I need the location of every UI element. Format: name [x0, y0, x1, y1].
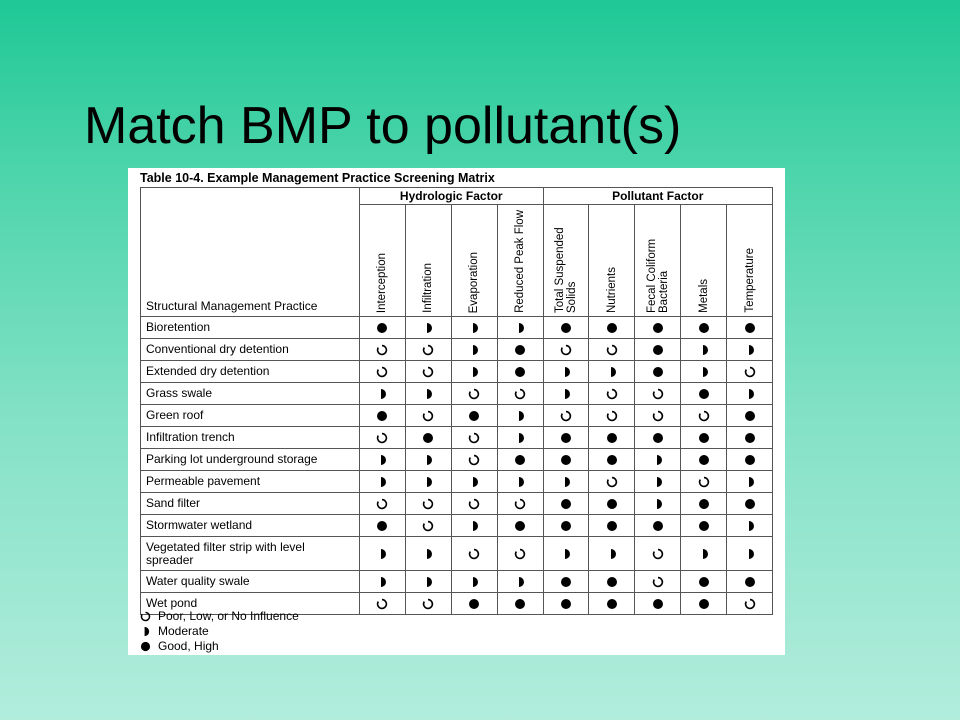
half-circle-icon	[560, 548, 572, 560]
rating-cell	[635, 383, 681, 405]
rating-cell	[543, 571, 589, 593]
rating-cell	[497, 427, 543, 449]
rating-cell	[543, 383, 589, 405]
open-circle-icon	[606, 344, 618, 356]
half-circle-icon	[468, 366, 480, 378]
half-circle-icon	[652, 454, 664, 466]
rating-cell	[727, 317, 773, 339]
rating-cell	[360, 537, 406, 571]
open-circle-icon	[376, 366, 388, 378]
column-header-label: Temperature	[743, 248, 756, 313]
column-header	[451, 205, 497, 317]
filled-circle-icon	[514, 454, 526, 466]
rating-cell	[681, 537, 727, 571]
half-circle-icon	[468, 476, 480, 488]
half-circle-icon	[560, 388, 572, 400]
rating-cell	[543, 317, 589, 339]
corner-header: Structural Management Practice	[141, 188, 360, 317]
table-row	[141, 493, 773, 515]
practice-name: Permeable pavement	[141, 471, 360, 493]
open-circle-icon	[468, 498, 480, 510]
half-circle-icon	[698, 548, 710, 560]
column-header	[543, 205, 589, 317]
rating-cell	[360, 383, 406, 405]
filled-circle-icon	[560, 454, 572, 466]
half-circle-icon	[468, 344, 480, 356]
rating-cell	[589, 361, 635, 383]
rating-cell	[589, 471, 635, 493]
rating-cell	[589, 593, 635, 615]
open-circle-icon	[652, 410, 664, 422]
half-circle-icon	[422, 454, 434, 466]
rating-cell	[681, 593, 727, 615]
column-header-label: Metals	[697, 279, 710, 313]
filled-circle-icon	[376, 520, 388, 532]
half-circle-icon	[514, 476, 526, 488]
rating-cell	[681, 571, 727, 593]
rating-cell	[405, 571, 451, 593]
practice-name: Grass swale	[141, 383, 360, 405]
filled-circle-icon	[560, 598, 572, 610]
open-circle-icon	[744, 366, 756, 378]
column-header-label: Infiltration	[422, 263, 435, 313]
rating-cell	[451, 493, 497, 515]
rating-cell	[635, 493, 681, 515]
half-circle-icon	[468, 576, 480, 588]
rating-cell	[681, 449, 727, 471]
rating-cell	[681, 317, 727, 339]
practice-name: Parking lot underground storage	[141, 449, 360, 471]
open-circle-icon	[468, 454, 480, 466]
table-row	[141, 361, 773, 383]
half-circle-icon	[376, 576, 388, 588]
half-circle-icon	[422, 476, 434, 488]
table-row	[141, 537, 773, 571]
filled-circle-icon	[606, 322, 618, 334]
rating-cell	[360, 339, 406, 361]
filled-circle-icon	[744, 322, 756, 334]
filled-circle-icon	[652, 520, 664, 532]
filled-circle-icon	[698, 454, 710, 466]
half-circle-icon	[376, 476, 388, 488]
table-row	[141, 405, 773, 427]
practice-name: Green roof	[141, 405, 360, 427]
rating-cell	[681, 471, 727, 493]
rating-cell	[360, 427, 406, 449]
filled-circle-icon	[744, 432, 756, 444]
rating-cell	[360, 449, 406, 471]
half-circle-icon	[560, 476, 572, 488]
rating-cell	[543, 427, 589, 449]
rating-cell	[635, 317, 681, 339]
half-circle-icon	[514, 432, 526, 444]
practice-name: Extended dry detention	[141, 361, 360, 383]
rating-cell	[543, 449, 589, 471]
open-circle-icon	[376, 344, 388, 356]
table-row	[141, 471, 773, 493]
open-circle-icon	[560, 410, 572, 422]
legend-item	[140, 639, 299, 654]
filled-circle-icon	[560, 576, 572, 588]
column-header-label: Total Suspended Solids	[553, 227, 578, 313]
rating-cell	[405, 449, 451, 471]
column-header	[360, 205, 406, 317]
half-circle-icon	[468, 520, 480, 532]
practice-name: Infiltration trench	[141, 427, 360, 449]
filled-circle-icon	[606, 598, 618, 610]
legend-label: Moderate	[158, 624, 209, 638]
open-circle-icon	[514, 498, 526, 510]
half-circle-icon	[744, 344, 756, 356]
open-circle-icon	[468, 388, 480, 400]
rating-cell	[727, 427, 773, 449]
open-circle-icon	[652, 576, 664, 588]
open-circle-icon	[376, 598, 388, 610]
rating-cell	[543, 471, 589, 493]
filled-circle-icon	[698, 520, 710, 532]
filled-circle-icon	[514, 598, 526, 610]
table-row	[141, 383, 773, 405]
rating-cell	[635, 405, 681, 427]
rating-cell	[360, 405, 406, 427]
slide-title: Match BMP to pollutant(s)	[84, 97, 682, 155]
rating-cell	[360, 317, 406, 339]
open-circle-icon	[468, 548, 480, 560]
rating-cell	[451, 361, 497, 383]
rating-cell	[360, 493, 406, 515]
filled-circle-icon	[698, 322, 710, 334]
rating-cell	[405, 471, 451, 493]
group-header-row	[141, 188, 773, 205]
column-header	[497, 205, 543, 317]
rating-cell	[727, 361, 773, 383]
practice-name: Stormwater wetland	[141, 515, 360, 537]
rating-cell	[635, 427, 681, 449]
rating-cell	[497, 339, 543, 361]
rating-cell	[451, 515, 497, 537]
rating-cell	[405, 383, 451, 405]
open-circle-icon	[376, 498, 388, 510]
half-circle-icon	[652, 476, 664, 488]
open-circle-icon	[652, 388, 664, 400]
rating-cell	[727, 493, 773, 515]
rating-cell	[681, 361, 727, 383]
legend-item	[140, 609, 299, 624]
rating-cell	[681, 515, 727, 537]
filled-circle-icon	[468, 410, 480, 422]
column-header	[635, 205, 681, 317]
half-circle-icon	[698, 366, 710, 378]
filled-circle-icon	[560, 432, 572, 444]
table-row	[141, 571, 773, 593]
rating-cell	[497, 593, 543, 615]
open-circle-icon	[514, 548, 526, 560]
half-circle-icon	[422, 576, 434, 588]
column-header	[589, 205, 635, 317]
rating-cell	[451, 537, 497, 571]
table-row	[141, 339, 773, 361]
rating-cell	[681, 339, 727, 361]
rating-cell	[451, 405, 497, 427]
rating-cell	[727, 515, 773, 537]
half-circle-icon	[514, 410, 526, 422]
half-circle-icon	[606, 548, 618, 560]
rating-cell	[451, 427, 497, 449]
rating-cell	[635, 471, 681, 493]
table-row	[141, 449, 773, 471]
half-circle-icon	[744, 520, 756, 532]
table-row	[141, 427, 773, 449]
open-circle-icon	[422, 366, 434, 378]
open-circle-icon	[468, 432, 480, 444]
half-circle-icon	[422, 322, 434, 334]
rating-cell	[727, 405, 773, 427]
filled-circle-icon	[560, 322, 572, 334]
rating-cell	[543, 493, 589, 515]
filled-circle-icon	[698, 598, 710, 610]
open-circle-icon	[698, 410, 710, 422]
rating-cell	[589, 339, 635, 361]
rating-cell	[451, 339, 497, 361]
filled-circle-icon	[606, 454, 618, 466]
filled-circle-icon	[606, 520, 618, 532]
rating-cell	[405, 427, 451, 449]
open-circle-icon	[560, 344, 572, 356]
rating-cell	[589, 427, 635, 449]
filled-circle-icon	[514, 366, 526, 378]
rating-cell	[405, 317, 451, 339]
rating-cell	[635, 537, 681, 571]
filled-circle-icon	[560, 498, 572, 510]
half-circle-icon	[376, 454, 388, 466]
rating-cell	[635, 593, 681, 615]
rating-cell	[497, 571, 543, 593]
open-circle-icon	[422, 410, 434, 422]
half-circle-icon	[652, 498, 664, 510]
rating-cell	[635, 571, 681, 593]
rating-cell	[589, 571, 635, 593]
rating-cell	[727, 383, 773, 405]
rating-cell	[635, 361, 681, 383]
rating-cell	[589, 317, 635, 339]
half-circle-icon	[744, 388, 756, 400]
rating-cell	[497, 405, 543, 427]
open-circle-icon	[606, 476, 618, 488]
rating-cell	[543, 361, 589, 383]
open-circle-icon	[606, 388, 618, 400]
rating-cell	[635, 515, 681, 537]
filled-circle-icon	[560, 520, 572, 532]
practice-name: Bioretention	[141, 317, 360, 339]
filled-circle-icon	[376, 410, 388, 422]
matrix-body	[141, 317, 773, 615]
half-circle-icon	[376, 388, 388, 400]
rating-cell	[681, 427, 727, 449]
rating-cell	[497, 537, 543, 571]
rating-cell	[589, 537, 635, 571]
rating-cell	[497, 449, 543, 471]
rating-cell	[681, 383, 727, 405]
rating-cell	[497, 515, 543, 537]
filled-circle-icon	[606, 576, 618, 588]
column-header	[405, 205, 451, 317]
rating-cell	[360, 471, 406, 493]
filled-circle-icon	[652, 432, 664, 444]
column-header-label: Nutrients	[605, 266, 618, 313]
rating-cell	[727, 593, 773, 615]
filled-circle-icon	[514, 520, 526, 532]
filled-circle-icon	[652, 344, 664, 356]
filled-circle-icon	[140, 641, 151, 652]
rating-cell	[727, 571, 773, 593]
filled-circle-icon	[652, 322, 664, 334]
filled-circle-icon	[698, 432, 710, 444]
rating-cell	[497, 471, 543, 493]
half-circle-icon	[744, 548, 756, 560]
rating-cell	[727, 339, 773, 361]
half-circle-icon	[422, 548, 434, 560]
rating-cell	[635, 339, 681, 361]
rating-cell	[497, 361, 543, 383]
filled-circle-icon	[744, 454, 756, 466]
rating-cell	[360, 571, 406, 593]
filled-circle-icon	[698, 498, 710, 510]
half-circle-icon	[514, 322, 526, 334]
rating-cell	[589, 515, 635, 537]
practice-name: Conventional dry detention	[141, 339, 360, 361]
rating-cell	[360, 515, 406, 537]
column-header-label: Evaporation	[468, 251, 481, 313]
open-circle-icon	[376, 432, 388, 444]
open-circle-icon	[422, 598, 434, 610]
rating-cell	[451, 571, 497, 593]
filled-circle-icon	[652, 598, 664, 610]
table-row	[141, 317, 773, 339]
rating-cell	[727, 537, 773, 571]
legend	[140, 609, 299, 654]
half-circle-icon	[422, 388, 434, 400]
rating-cell	[405, 593, 451, 615]
rating-cell	[635, 449, 681, 471]
rating-cell	[405, 361, 451, 383]
filled-circle-icon	[422, 432, 434, 444]
rating-cell	[543, 593, 589, 615]
practice-name: Wet pond	[141, 593, 360, 615]
rating-cell	[497, 317, 543, 339]
half-circle-icon	[560, 366, 572, 378]
open-circle-icon	[606, 410, 618, 422]
filled-circle-icon	[514, 344, 526, 356]
rating-cell	[405, 515, 451, 537]
screening-matrix	[140, 187, 773, 615]
column-header	[727, 205, 773, 317]
table-row	[141, 515, 773, 537]
rating-cell	[727, 449, 773, 471]
rating-cell	[405, 405, 451, 427]
open-circle-icon	[698, 476, 710, 488]
rating-cell	[360, 593, 406, 615]
rating-cell	[681, 405, 727, 427]
open-circle-icon	[422, 498, 434, 510]
rating-cell	[589, 449, 635, 471]
rating-cell	[360, 361, 406, 383]
rating-cell	[451, 449, 497, 471]
rating-cell	[451, 383, 497, 405]
rating-cell	[543, 405, 589, 427]
half-circle-icon	[140, 626, 151, 637]
group-header-pollutant: Pollutant Factor	[543, 188, 773, 205]
practice-name: Water quality swale	[141, 571, 360, 593]
rating-cell	[405, 537, 451, 571]
legend-label: Good, High	[158, 639, 219, 653]
filled-circle-icon	[744, 498, 756, 510]
rating-cell	[589, 383, 635, 405]
open-circle-icon	[514, 388, 526, 400]
open-circle-icon	[422, 344, 434, 356]
rating-cell	[497, 383, 543, 405]
filled-circle-icon	[606, 432, 618, 444]
rating-cell	[451, 593, 497, 615]
column-header-label: Fecal Coliform Bacteria	[645, 238, 670, 313]
filled-circle-icon	[698, 576, 710, 588]
half-circle-icon	[468, 322, 480, 334]
open-circle-icon	[422, 520, 434, 532]
rating-cell	[405, 339, 451, 361]
filled-circle-icon	[652, 366, 664, 378]
rating-cell	[543, 339, 589, 361]
column-header-label: Reduced Peak Flow	[514, 210, 527, 313]
rating-cell	[405, 493, 451, 515]
rating-cell	[727, 471, 773, 493]
filled-circle-icon	[606, 498, 618, 510]
legend-item	[140, 624, 299, 639]
rating-cell	[451, 317, 497, 339]
filled-circle-icon	[376, 322, 388, 334]
practice-name: Vegetated filter strip with level spreader	[141, 537, 360, 571]
group-header-hydrologic: Hydrologic Factor	[360, 188, 544, 205]
column-header	[681, 205, 727, 317]
rating-cell	[543, 537, 589, 571]
table-panel	[128, 168, 785, 655]
half-circle-icon	[744, 476, 756, 488]
rating-cell	[589, 493, 635, 515]
half-circle-icon	[606, 366, 618, 378]
open-circle-icon	[744, 598, 756, 610]
rating-cell	[589, 405, 635, 427]
practice-name: Sand filter	[141, 493, 360, 515]
open-circle-icon	[140, 611, 151, 622]
filled-circle-icon	[744, 576, 756, 588]
rating-cell	[543, 515, 589, 537]
filled-circle-icon	[698, 388, 710, 400]
filled-circle-icon	[468, 598, 480, 610]
open-circle-icon	[652, 548, 664, 560]
rating-cell	[681, 493, 727, 515]
legend-label: Poor, Low, or No Influence	[158, 609, 299, 623]
rating-cell	[451, 471, 497, 493]
half-circle-icon	[514, 576, 526, 588]
column-header-label: Interception	[376, 252, 389, 313]
rating-cell	[497, 493, 543, 515]
half-circle-icon	[698, 344, 710, 356]
half-circle-icon	[376, 548, 388, 560]
filled-circle-icon	[744, 410, 756, 422]
table-caption: Table 10-4. Example Management Practice Screening Matrix	[140, 171, 495, 185]
